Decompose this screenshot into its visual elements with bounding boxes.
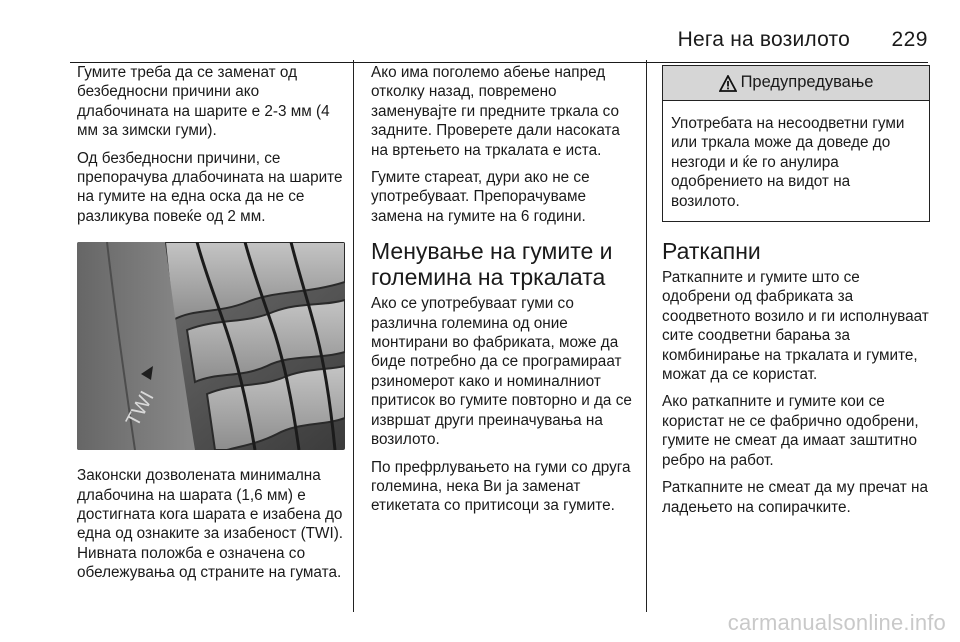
warning-text: Употребата на несоодветни гуми или тркала може да доведе до незгоди и ќе го анулира одобрението на видот на возилото.: [671, 115, 905, 210]
warning-box: [662, 65, 930, 222]
page-number: 229: [891, 28, 928, 51]
paragraph: Ако се употребуваат гуми со различна големина од оние монтирани во фабриката, може да биде потребно да се програмираат рзиномерот како и номиналниот притисок во гумите повторно и да се извршат други преиначувања на возилото.: [371, 295, 632, 449]
paragraph: Ако има поголемо абење напред отколку назад, повремено заменувајте ги предните тркала со задните. Проверете дали насоката на вртењето на тркалата е иста.: [371, 64, 620, 159]
paragraph: Законски дозволената минимална длабочина на шарата (1,6 мм) е достигната кога шарата е изабена до една од ознаките за изабеност (TWI). Нивната положба е означена со обележувања од страните на гумата.: [77, 467, 344, 582]
section-title: Нега на возилото: [677, 28, 850, 51]
paragraph: Гумите треба да се заменат од безбедносни причини ако длабочината на шарите е 2-3 мм (4 мм за зимски гуми).: [77, 64, 330, 140]
paragraph: Раткапните не смеат да му пречат на ладењето на сопирачките.: [662, 479, 928, 516]
watermark: carmanualsonline.info: [727, 610, 946, 635]
tire-tread-illustration: [77, 242, 345, 450]
paragraph: Ако раткапните и гумите кои се користат не се фабрично одобрени, гумите не смеат да имаат заштитно ребро на работ.: [662, 393, 919, 469]
column-divider-1: [353, 60, 354, 612]
warning-header: [663, 66, 929, 101]
warning-title: Предупредување: [740, 73, 874, 92]
column-2: [371, 63, 634, 524]
section-heading: Раткапни: [662, 238, 761, 265]
section-heading: Менување на гумите и големина на тркалата: [371, 238, 613, 291]
paragraph: Од безбедносни причини, се препорачува длабочината на шарите на гумите на една оска да не се разликува повеќе од 2 мм.: [77, 149, 343, 225]
column-1: [77, 63, 349, 591]
paragraph: По префрлувањето на гуми со друга големина, нека Ви ја заменат етикетата со притисоци за гумите.: [371, 458, 631, 515]
column-divider-2: [646, 60, 647, 612]
warning-triangle-icon: [719, 75, 737, 92]
twi-label: TWI: [121, 387, 159, 431]
column-3: [662, 63, 930, 525]
paragraph: Раткапните и гумите што се одобрени од фабриката за соодветното возило и ги исполнуваат сите соодветни барања за комбинирање на тркалата и гумите, можат да се користат.: [662, 269, 929, 384]
paragraph: Гумите стареат, дури ако не се употребуваат. Препорачуваме замена на гумите на 6 години.: [371, 169, 590, 225]
page-header: [70, 22, 928, 52]
